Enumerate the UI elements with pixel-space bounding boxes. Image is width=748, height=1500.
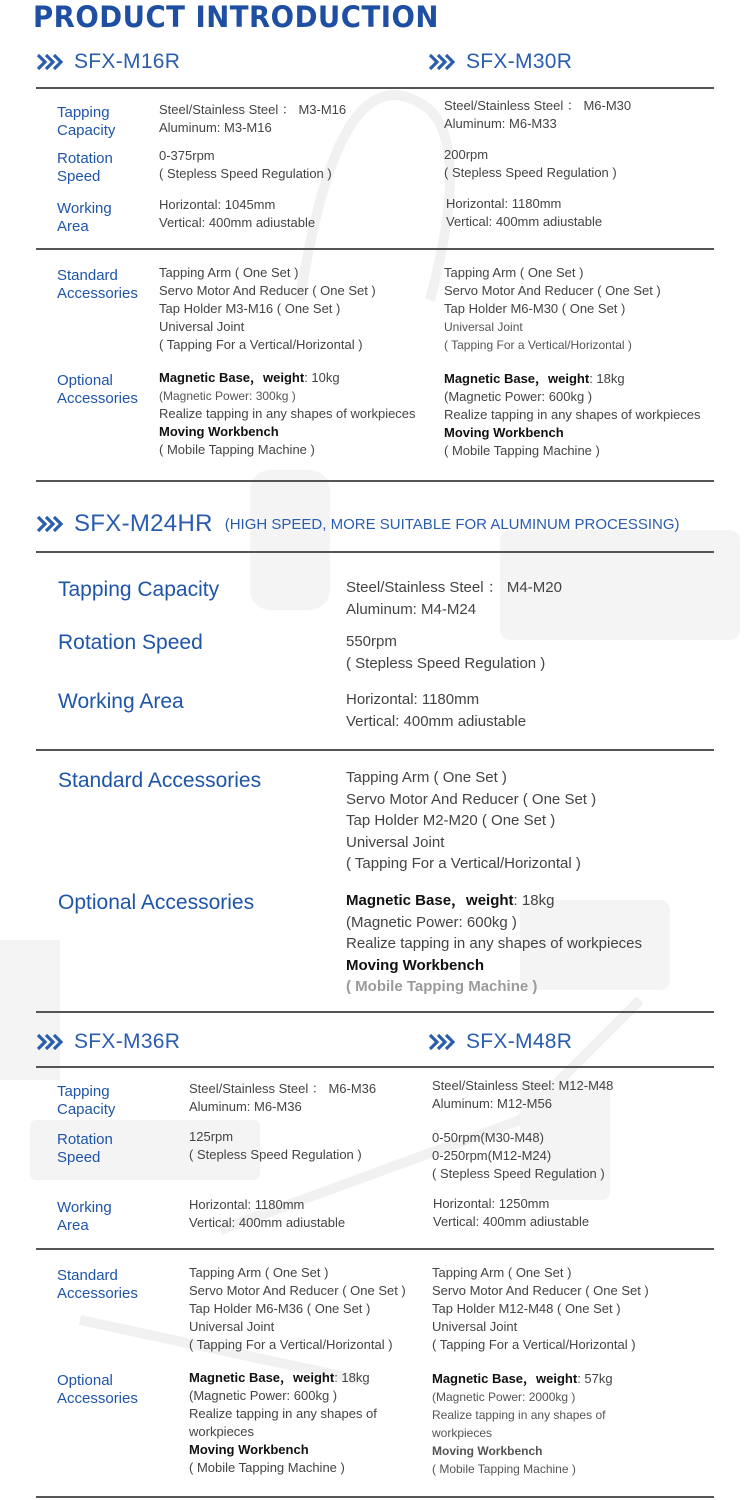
model-header-m16r [36, 50, 180, 74]
divider [36, 87, 714, 89]
label-optional-accessories: Optional Accessories [57, 1372, 138, 1407]
m16r-optional-accessories: Magnetic Base，weight: 10kg (Magnetic Power: 300kg ) Realize tapping in any shapes of workpieces Moving Workbench ( Mobile Tapping Machine ) [159, 370, 416, 457]
model-header-m30r [428, 50, 572, 74]
divider [36, 480, 714, 482]
model-name-m48r: SFX-M48R [466, 1030, 573, 1053]
m24hr-speed: 550rpm ( Stepless Speed Regulation ) [346, 633, 546, 672]
m16r-area: Horizontal: 1045mm Vertical: 400mm adiustable [159, 197, 316, 230]
m16r-speed: 0-375rpm ( Stepless Speed Regulation ) [159, 148, 332, 181]
divider [36, 1496, 714, 1498]
model-header-m36r [36, 1030, 180, 1054]
m48r-area: Horizontal: 1250mm Vertical: 400mm adiustable [433, 1196, 590, 1229]
model-name-m16r: SFX-M16R [74, 50, 181, 73]
m24hr-area: Horizontal: 1180mm Vertical: 400mm adiustable [346, 691, 527, 730]
label-working-area: Working Area [57, 200, 112, 235]
m36r-optional-accessories: Magnetic Base，weight: 18kg (Magnetic Power: 600kg ) Realize tapping in any shapes of workpieces Moving Workbench ( Mobile Tapping Machine ) [189, 1370, 377, 1475]
double-chevron-icon [36, 1034, 66, 1050]
double-chevron-icon [428, 1034, 458, 1050]
label-working-area-full: Working Area [58, 690, 184, 713]
double-chevron-icon [36, 516, 66, 532]
divider [36, 1066, 714, 1068]
model-header-m48r [428, 1030, 572, 1054]
m30r-capacity: Steel/Stainless Steel ： M6-M30 Aluminum: M6-M33 [444, 98, 632, 131]
m30r-standard-accessories: Tapping Arm ( One Set ) Servo Motor And Reducer ( One Set ) Tap Holder M6-M30 ( One Set ) Universal Joint ( Tapping For a Vertical/Horizontal ) [444, 265, 661, 352]
divider [36, 551, 714, 553]
label-tapping-capacity-full: Tapping Capacity [58, 578, 220, 601]
m24hr-standard-accessories: Tapping Arm ( One Set ) Servo Motor And Reducer ( One Set ) Tap Holder M2-M20 ( One Set ) Universal Joint ( Tapping For a Vertical/Horizontal ) [346, 769, 597, 872]
m36r-standard-accessories: Tapping Arm ( One Set ) Servo Motor And Reducer ( One Set ) Tap Holder M6-M36 ( One Set ) Universal Joint ( Tapping For a Vertical/Horizontal ) [189, 1265, 406, 1352]
model-header-m24hr [36, 510, 680, 538]
m36r-area: Horizontal: 1180mm Vertical: 400mm adiustable [189, 1197, 346, 1230]
model-name-m24hr: SFX-M24HR [74, 510, 213, 537]
divider [36, 1011, 714, 1013]
label-rotation-speed-full: Rotation Speed [58, 631, 203, 654]
label-standard-accessories-full: Standard Accessories [58, 769, 262, 792]
divider [36, 1248, 714, 1250]
m48r-speed: 0-50rpm(M30-M48) 0-250rpm(M12-M24) ( Stepless Speed Regulation ) [432, 1130, 605, 1181]
label-rotation-speed: Rotation Speed [57, 1131, 113, 1166]
m16r-standard-accessories: Tapping Arm ( One Set ) Servo Motor And Reducer ( One Set ) Tap Holder M3-M16 ( One Set ) Universal Joint ( Tapping For a Vertical/Horizontal ) [159, 265, 376, 352]
divider [36, 749, 714, 751]
double-chevron-icon [36, 54, 66, 70]
m30r-speed: 200rpm ( Stepless Speed Regulation ) [444, 147, 617, 180]
m24hr-capacity: Steel/Stainless Steel ： M4-M20 Aluminum: M4-M24 [346, 579, 562, 618]
m48r-standard-accessories: Tapping Arm ( One Set ) Servo Motor And Reducer ( One Set ) Tap Holder M12-M48 ( One Set ) Universal Joint ( Tapping For a Vertical/Horizontal ) [432, 1265, 649, 1352]
double-chevron-icon [428, 54, 458, 70]
m36r-speed: 125rpm ( Stepless Speed Regulation ) [189, 1129, 362, 1162]
label-tapping-capacity: Tapping Capacity [57, 1083, 116, 1118]
page-title: PRODUCT INTRODUCTION [33, 0, 439, 34]
label-working-area: Working Area [57, 1199, 112, 1234]
label-standard-accessories: Standard Accessories [57, 267, 138, 302]
model-subtitle-m24hr: (HIGH SPEED, MORE SUITABLE FOR ALUMINUM PROCESSING) [224, 515, 680, 533]
m30r-area: Horizontal: 1180mm Vertical: 400mm adiustable [446, 196, 603, 229]
label-rotation-speed: Rotation Speed [57, 150, 113, 185]
model-name-m30r: SFX-M30R [466, 50, 573, 73]
m48r-optional-accessories: Magnetic Base，weight: 57kg (Magnetic Power: 2000kg ) Realize tapping in any shapes of workpieces Moving Workbench ( Mobile Tapping Machine ) [432, 1371, 613, 1476]
m36r-capacity: Steel/Stainless Steel ： M6-M36 Aluminum: M6-M36 [189, 1081, 377, 1114]
m24hr-optional-accessories: Magnetic Base，weight: 18kg (Magnetic Power: 600kg ) Realize tapping in any shapes of workpieces Moving Workbench ( Mobile Tapping Machine ) [346, 892, 643, 995]
label-optional-accessories: Optional Accessories [57, 372, 138, 407]
label-tapping-capacity: Tapping Capacity [57, 104, 116, 139]
m30r-optional-accessories: Magnetic Base，weight: 18kg (Magnetic Power: 600kg ) Realize tapping in any shapes of workpieces Moving Workbench ( Mobile Tapping Machine ) [444, 371, 701, 458]
divider [36, 248, 714, 250]
label-optional-accessories-full: Optional Accessories [58, 891, 255, 914]
m48r-capacity: Steel/Stainless Steel: M12-M48 Aluminum: M12-M56 [432, 1078, 614, 1111]
model-name-m36r: SFX-M36R [74, 1030, 181, 1053]
label-standard-accessories: Standard Accessories [57, 1267, 138, 1302]
m16r-capacity: Steel/Stainless Steel ： M3-M16 Aluminum: M3-M16 [159, 102, 347, 135]
